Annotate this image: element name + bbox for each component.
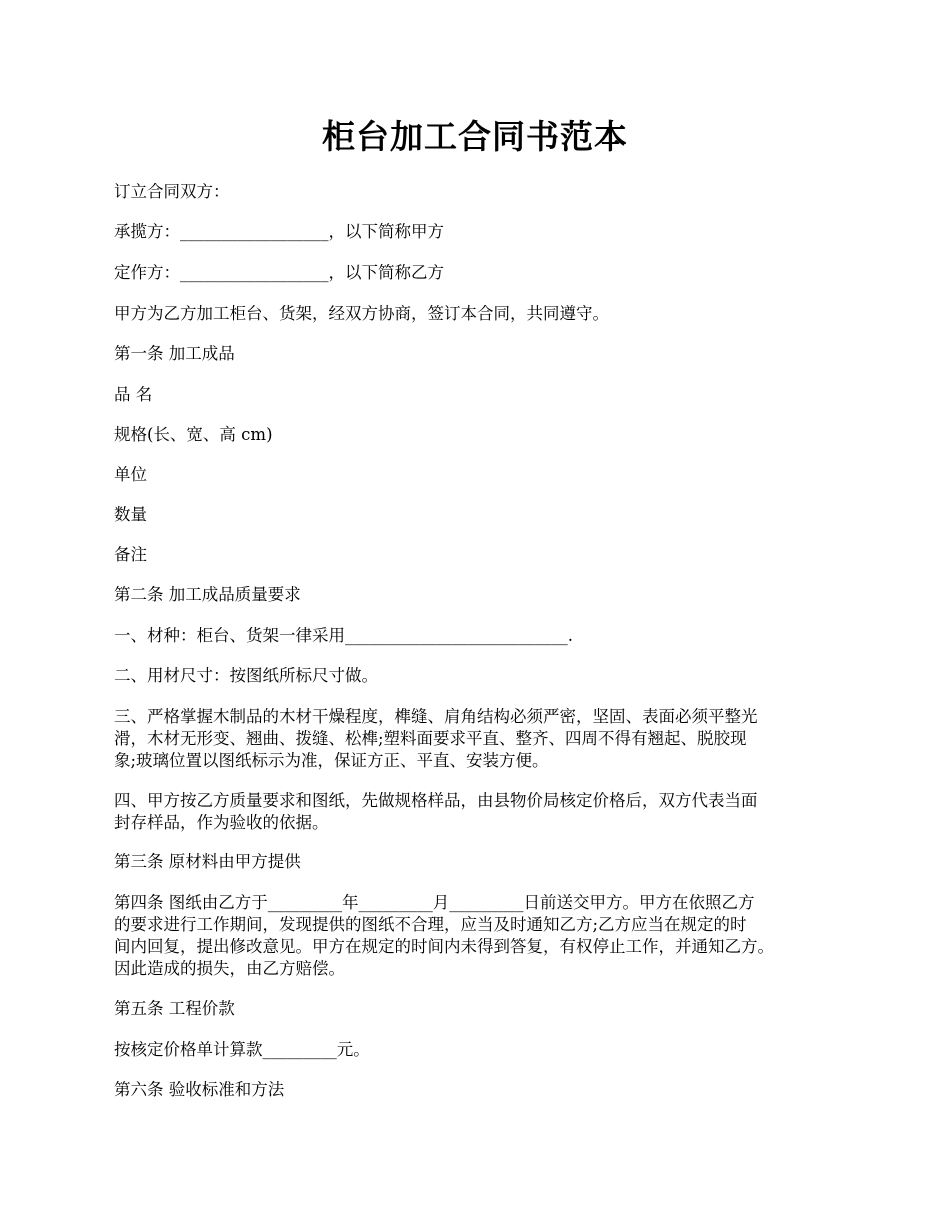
article-2-heading: 第二条 加工成品质量要求 bbox=[114, 585, 301, 604]
agreement-intro: 甲方为乙方加工柜台、货架，经双方协商，签订本合同，共同遵守。 bbox=[114, 304, 609, 323]
article-4-line: 因此造成的损失，由乙方赔偿。 bbox=[114, 959, 345, 978]
document-title: 柜台加工合同书范本 bbox=[322, 117, 628, 156]
clause-quality-line: 三、严格掌握木制品的木材干燥程度，榫缝、肩角结构必须严密，坚固、表面必须平整光 bbox=[114, 707, 758, 726]
product-spec-label: 规格(长、宽、高 cm) bbox=[114, 425, 273, 444]
client-line: 定作方：__________________，以下简称乙方 bbox=[114, 263, 444, 282]
article-4-line: 的要求进行工作期间，发现提供的图纸不合理，应当及时通知乙方;乙方应当在规定的时 bbox=[114, 915, 747, 934]
product-remarks-label: 备注 bbox=[114, 545, 147, 564]
clause-quality bbox=[114, 706, 854, 772]
article-4-text bbox=[114, 892, 854, 980]
article-3-heading: 第三条 原材料由甲方提供 bbox=[114, 852, 301, 871]
article-5-heading: 第五条 工程价款 bbox=[114, 999, 235, 1018]
contractor-line: 承揽方：__________________，以下简称甲方 bbox=[114, 222, 444, 241]
clause-quality-line: 象;玻璃位置以图纸标示为准，保证方正、平直、安装方便。 bbox=[114, 751, 549, 770]
clause-dimensions: 二、用材尺寸：按图纸所标尺寸做。 bbox=[114, 666, 378, 685]
price-clause: 按核定价格单计算款_________元。 bbox=[114, 1040, 370, 1059]
clause-sample bbox=[114, 790, 854, 834]
article-1-heading: 第一条 加工成品 bbox=[114, 344, 235, 363]
article-4-line: 间内回复，提出修改意见。甲方在规定的时间内未得到答复，有权停止工作，并通知乙方。 bbox=[114, 937, 774, 956]
parties-heading: 订立合同双方： bbox=[114, 182, 230, 201]
product-unit-label: 单位 bbox=[114, 465, 147, 484]
article-4-line: 第四条 图纸由乙方于_________年_________月_________日前送交甲方。甲方在依照乙方 bbox=[114, 893, 755, 912]
clause-sample-line: 封存样品，作为验收的依据。 bbox=[114, 813, 329, 832]
article-6-heading: 第六条 验收标准和方法 bbox=[114, 1080, 285, 1099]
clause-quality-line: 滑，木材无形变、翘曲、拨缝、松榫;塑料面要求平直、整齐、四周不得有翘起、脱胶现 bbox=[114, 729, 747, 748]
clause-sample-line: 四、甲方按乙方质量要求和图纸，先做规格样品，由县物价局核定价格后，双方代表当面 bbox=[114, 791, 758, 810]
clause-material: 一、材种：柜台、货架一律采用___________________________. bbox=[114, 626, 573, 645]
product-name-label: 品 名 bbox=[114, 385, 153, 404]
product-quantity-label: 数量 bbox=[114, 505, 147, 524]
